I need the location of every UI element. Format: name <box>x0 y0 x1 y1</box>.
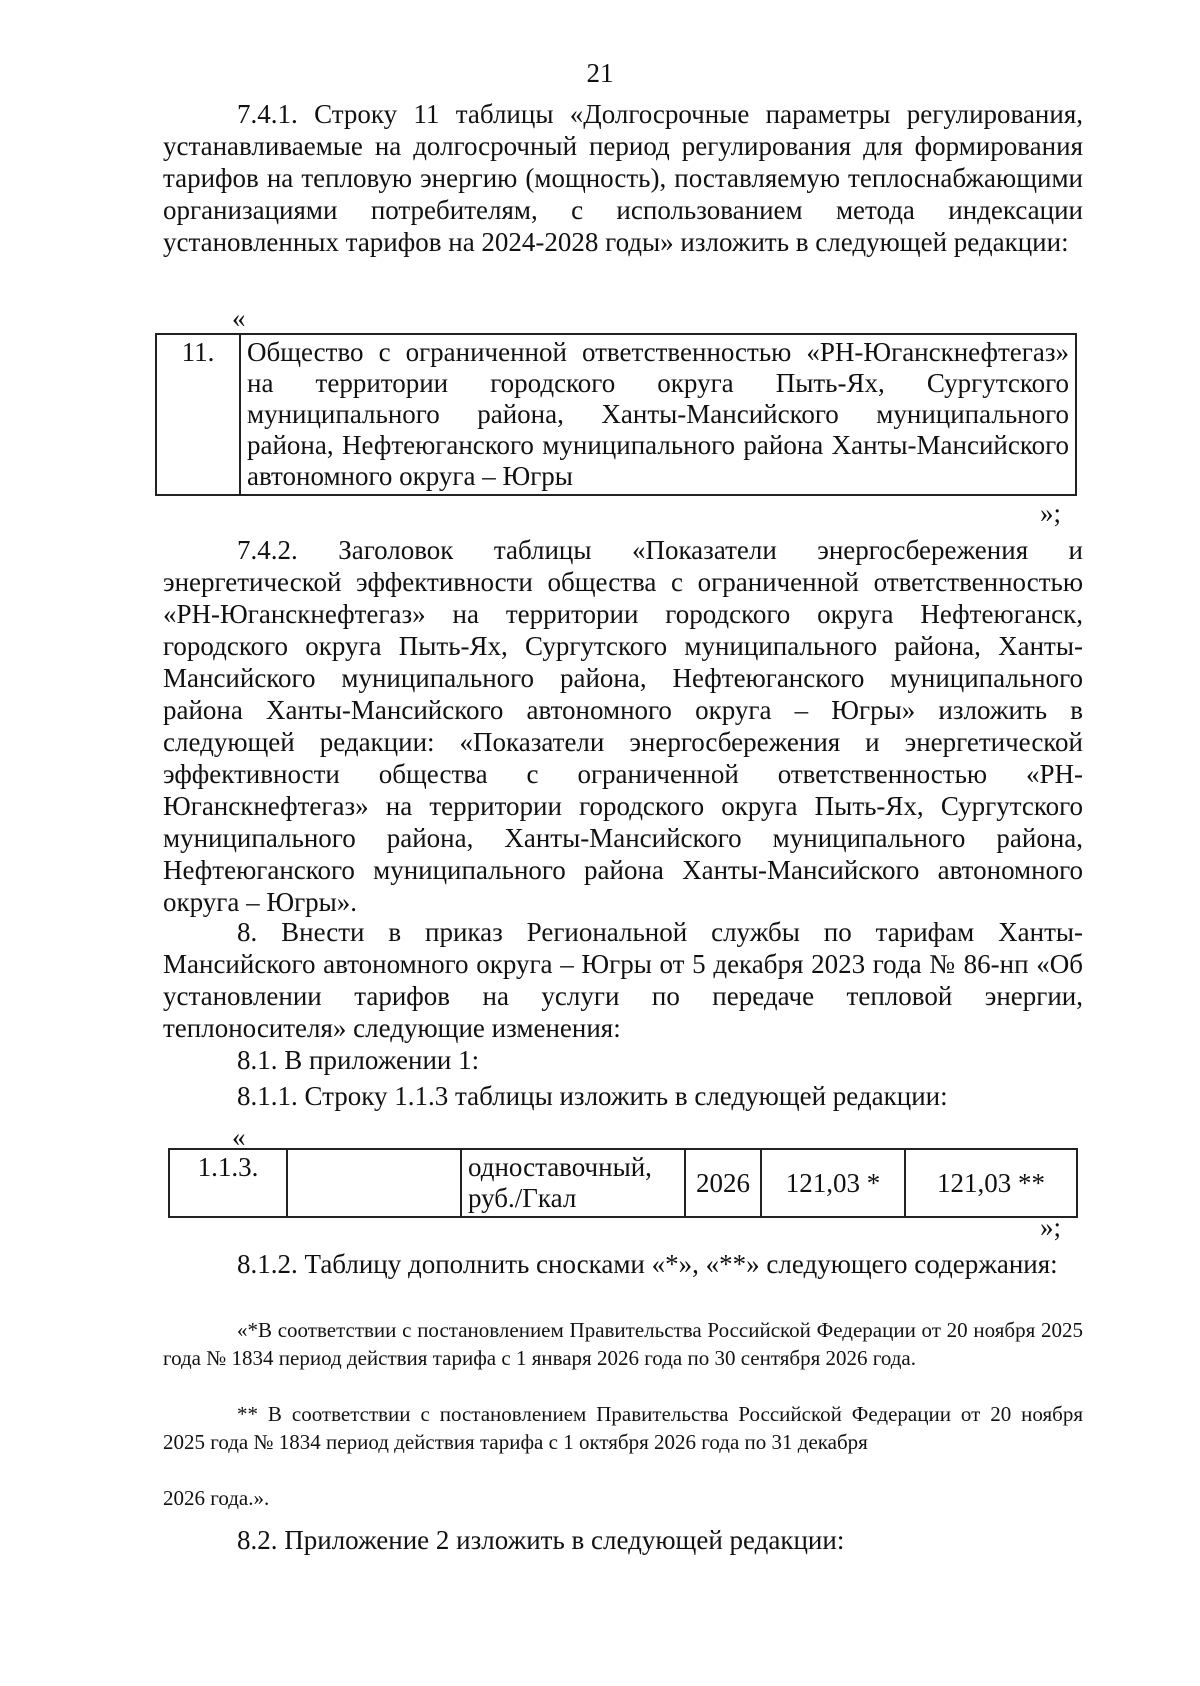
footnote-2: ** В соответствии с постановлением Правительства Российской Федерации от 20 ноября 2025 года № 1834 период действия тарифа с 1 октября 2026 года по 31 декабря <box>163 1402 1083 1454</box>
table2-close-quote: »; <box>1040 1212 1062 1242</box>
table1-open-quote: « <box>232 303 246 333</box>
footnote-2-end: 2026 года.». <box>163 1486 270 1510</box>
table2-cell-number: 1.1.3. <box>169 1149 287 1217</box>
paragraph-8-1-1: 8.1.1. Строку 1.1.3 таблицы изложить в следующей редакции: <box>237 1081 948 1111</box>
footnote-1: «*В соответствии с постановлением Правительства Российской Федерации от 20 ноября 2025 года № 1834 период действия тарифа с 1 января 2026 года по 30 сентября 2026 года. <box>163 1318 1083 1370</box>
table1-row-text: Общество с ограниченной ответственностью «РН-Юганскнефтегаз» на территории городского округа Пыть-Ях, Сургутского муниципального района, Ханты-Мансийского муниципального района, Нефтеюганского муниципального района Ханты-Мансийского автономного округа – Югры <box>240 334 1076 495</box>
table2-cell-tariff-2: 121,03 ** <box>905 1149 1077 1217</box>
table1-close-quote: »; <box>1040 498 1062 528</box>
table2-open-quote: « <box>232 1122 246 1152</box>
table-row-1-1-3 <box>168 1148 1078 1218</box>
table2-cell-empty <box>287 1149 461 1217</box>
table2-cell-year: 2026 <box>685 1149 761 1217</box>
page-number: 21 <box>586 58 614 88</box>
paragraph-8-1-2: 8.1.2. Таблицу дополнить сносками «*», «**» следующего содержания: <box>237 1249 1058 1279</box>
table1-row-number: 11. <box>156 334 240 495</box>
paragraph-7-4-2: 7.4.2. Заголовок таблицы «Показатели энергосбережения и энергетической эффективности общества с ограниченной ответственностью «РН-Юганскнефтегаз» на территории городского округа Нефтеюганск, городского округа Пыть-Ях, Сургутского муниципального района, Ханты-Мансийского муниципального района, Нефтеюганского муниципального района Ханты-Мансийского автономного округа – Югры» изложить в следующей редакции: «Показатели энергосбережения и энергетической эффективности общества с ограниченной ответственностью «РН-Юганскнефтегаз» на территории городского округа Пыть-Ях, Сургутского муниципального района, Ханты-Мансийского муниципального района, Нефтеюганского муниципального района Ханты-Мансийского автономного округа – Югры». <box>163 535 1083 917</box>
table-row-11 <box>155 333 1077 496</box>
table2-cell-rate-type: одноставочный, руб./Гкал <box>461 1149 685 1217</box>
paragraph-8-1: 8.1. В приложении 1: <box>237 1045 480 1075</box>
paragraph-7-4-1: 7.4.1. Строку 11 таблицы «Долгосрочные параметры регулирования, устанавливаемые на долгосрочный период регулирования для формирования тарифов на тепловую энергию (мощность), поставляемую теплоснабжающими организациями потребителям, с использованием метода индексации установленных тарифов на 2024-2028 годы» изложить в следующей редакции: <box>163 99 1083 257</box>
paragraph-8: 8. Внести в приказ Региональной службы по тарифам Ханты-Мансийского автономного округа – Югры от 5 декабря 2023 года № 86-нп «Об установлении тарифов на услуги по передаче тепловой энергии, теплоносителя» следующие изменения: <box>163 917 1083 1043</box>
table2-cell-tariff-1: 121,03 * <box>761 1149 905 1217</box>
paragraph-8-2: 8.2. Приложение 2 изложить в следующей редакции: <box>237 1525 845 1555</box>
